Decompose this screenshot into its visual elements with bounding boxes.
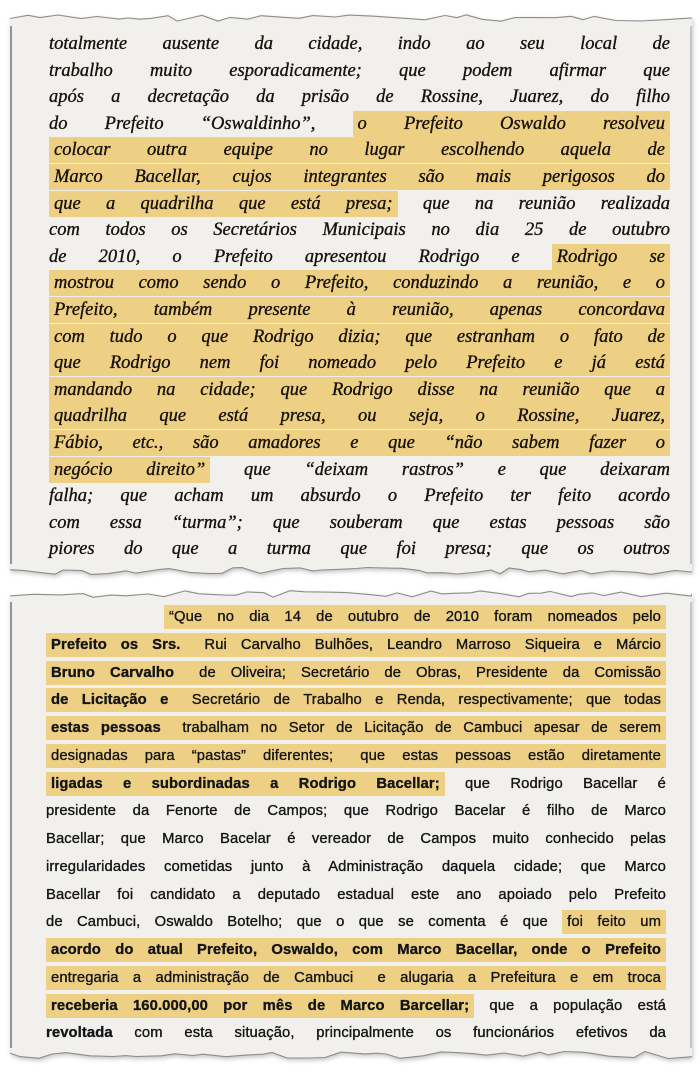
highlighted-text: mandando na cidade; que Rodrigo disse na reunião que a <box>49 377 670 403</box>
text-segment: com essa “turma”; que souberam que estas pessoas são <box>49 512 670 533</box>
text-segment: piores do que a turma que foi presa; que os outros <box>49 539 670 560</box>
text-line <box>49 510 670 537</box>
text-line <box>49 536 670 563</box>
text-line <box>49 84 670 111</box>
document-fragment <box>10 588 692 1062</box>
text-line <box>46 1020 666 1048</box>
text-segment: do Prefeito “Oswaldinho”, <box>49 113 353 134</box>
highlighted-text: de Licitação e <box>46 688 173 712</box>
text-line <box>46 604 666 632</box>
text-segment: de 2010, o Prefeito apresentou Rodrigo e <box>49 246 552 267</box>
text-line <box>49 483 670 510</box>
text-segment: falha; que acham um absurdo o Prefeito ter feito acordo <box>49 486 670 507</box>
text-segment: irregularidades cometidas junto à Administração daquela cidade; que Marco <box>46 858 666 875</box>
highlighted-text: quadrilha que está presa, ou seja, o Rossine, Juarez, <box>49 403 670 429</box>
highlighted-text: Prefeito os Srs. <box>46 633 186 657</box>
document-fragment <box>10 12 692 578</box>
text-line <box>46 826 666 854</box>
text-line <box>46 660 666 688</box>
text-line <box>46 771 666 799</box>
text-segment: que na reunião realizada <box>397 193 670 214</box>
text-line <box>49 377 670 404</box>
text-line <box>49 111 670 138</box>
text-line <box>46 632 666 660</box>
text-segment: com todos os Secretários Municipais no dia 25 de outubro <box>49 220 670 241</box>
text-segment: de Cambuci, Oswaldo Botelho; que o que se comenta é que <box>46 914 563 931</box>
text-line <box>49 324 670 351</box>
highlighted-text: com tudo o que Rodrigo dizia; que estranham o fato de <box>49 324 670 350</box>
highlighted-text: de Oliveira; Secretário de Obras, Presidente da Comissão <box>179 661 666 685</box>
text-segment: que “deixam rastros” e que deixaram <box>210 459 670 480</box>
text-segment: Bacellar foi candidato a deputado estadual este ano apoiado pelo Prefeito <box>46 886 666 903</box>
torn-edge-bottom <box>10 564 692 578</box>
text-segment: após a decretação da prisão de Rossine, Juarez, do filho <box>49 87 670 108</box>
highlighted-text: e alugaria a Prefeitura e em troca <box>358 966 666 990</box>
text-line <box>49 191 670 218</box>
text-segment: com esta situação, principalmente os funcionários efetivos da <box>112 1025 666 1042</box>
text-line <box>46 882 666 910</box>
highlighted-text: designadas para “pastas” diferentes; <box>46 744 338 768</box>
torn-edge-top <box>10 12 692 26</box>
text-line <box>46 854 666 882</box>
document-text-block <box>10 602 692 1048</box>
highlighted-text: ligadas e subordinadas a Rodrigo Bacellar; <box>46 772 445 796</box>
text-line <box>49 217 670 244</box>
highlighted-text: Secretário de Trabalho e Renda, respectivamente; que todas <box>173 688 666 712</box>
highlighted-text: mostrou como sendo o Prefeito, conduzindo a reunião, e o <box>49 270 670 296</box>
highlighted-text: que Rodrigo nem foi nomeado pelo Prefeito e já está <box>49 350 670 376</box>
text-line <box>46 687 666 715</box>
text-line <box>49 58 670 85</box>
text-segment: revoltada <box>46 1025 113 1042</box>
highlighted-text: “Que no dia 14 de outubro de 2010 foram nomeados pelo <box>164 605 666 629</box>
text-line <box>49 430 670 457</box>
highlighted-text: Prefeito, também presente à reunião, apenas concordava <box>49 297 670 323</box>
text-segment: presidente da Fenorte de Campos; que Rodrigo Bacelar é filho de Marco <box>46 803 666 820</box>
text-segment: totalmente ausente da cidade, indo ao seu local de <box>49 34 670 54</box>
text-line <box>49 244 670 271</box>
highlighted-text: o Prefeito Oswaldo resolveu <box>353 111 670 137</box>
highlighted-text: foi feito um <box>562 910 666 934</box>
torn-edge-bottom <box>10 1048 692 1062</box>
text-segment: trabalho muito esporadicamente; que podem afirmar que <box>49 60 670 81</box>
highlighted-text: Fábio, etc., são amadores e que “não sabem fazer o <box>49 430 670 456</box>
highlighted-text: colocar outra equipe no lugar escolhendo aquela de <box>49 137 670 163</box>
highlighted-text: Marco Bacellar, cujos integrantes são mais perigosos do <box>49 164 670 190</box>
highlighted-text: Bruno Carvalho <box>46 661 179 685</box>
text-segment: Bacellar; que Marco Bacelar é vereador de Campos muito conhecido pelas <box>46 831 666 847</box>
text-line <box>49 350 670 377</box>
text-segment: que Rodrigo Bacellar é <box>444 775 666 792</box>
text-line <box>46 743 666 771</box>
text-line <box>46 993 666 1021</box>
text-line <box>46 909 666 937</box>
torn-edge-top <box>10 588 692 602</box>
text-line <box>49 164 670 191</box>
text-line <box>46 715 666 743</box>
document-text-block <box>10 26 692 564</box>
text-line <box>46 798 666 826</box>
highlighted-text: que estas pessoas estão diretamente <box>338 744 666 768</box>
text-segment: que a população está <box>474 997 666 1014</box>
highlighted-text: receberia 160.000,00 por mês de Marco Barcellar; <box>46 994 474 1018</box>
text-line <box>46 965 666 993</box>
text-line <box>49 457 670 484</box>
text-line <box>49 297 670 324</box>
highlighted-text: trabalham no Setor de Licitação de Cambuci apesar de serem <box>166 716 666 740</box>
text-line <box>46 937 666 965</box>
highlighted-text: que a quadrilha que está presa; <box>49 191 398 217</box>
highlighted-text: negócio direito” <box>49 457 210 483</box>
highlighted-text: acordo do atual Prefeito, Oswaldo, com Marco Bacellar, onde o Prefeito <box>46 938 666 962</box>
highlighted-text: Rui Carvalho Bulhões, Leandro Marroso Siqueira e Márcio <box>186 633 666 657</box>
highlighted-text: Rodrigo se <box>552 244 670 270</box>
highlighted-text: estas pessoas <box>46 716 166 740</box>
text-line <box>49 137 670 164</box>
text-line <box>49 403 670 430</box>
text-line <box>49 270 670 297</box>
highlighted-text: entregaria a administração de Cambuci <box>46 966 358 990</box>
text-line <box>49 31 670 58</box>
